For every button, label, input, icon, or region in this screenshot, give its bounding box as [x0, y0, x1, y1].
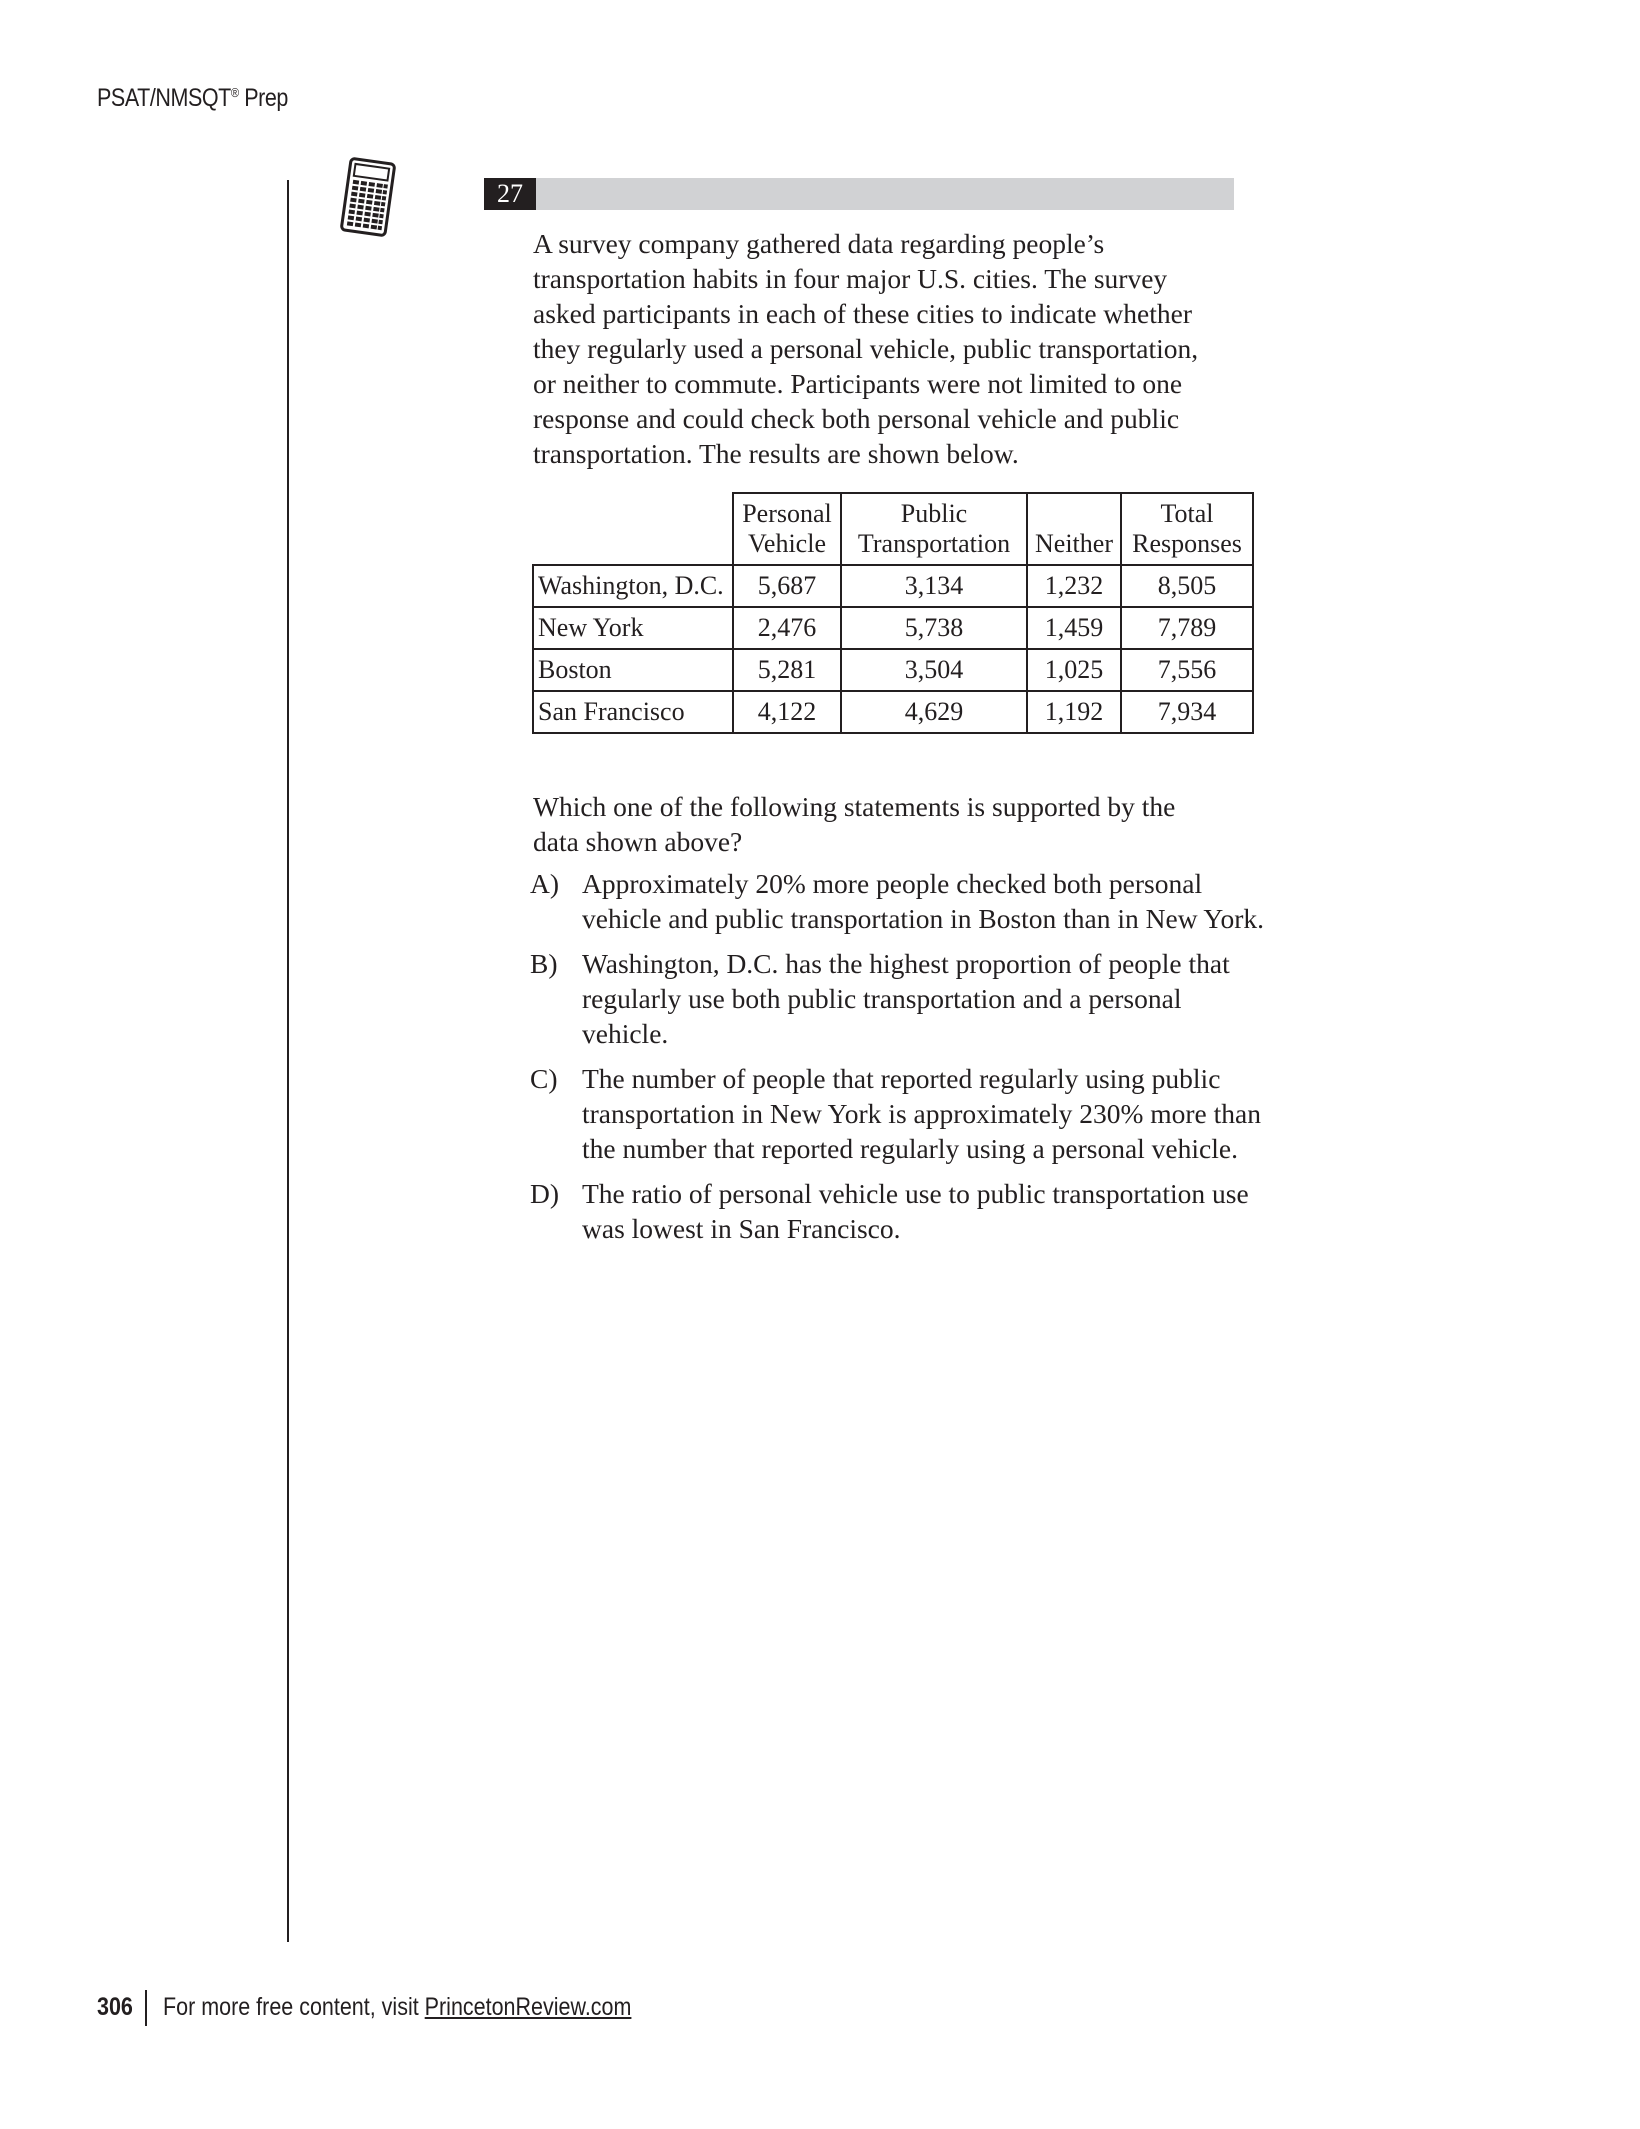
personal-vehicle-cell: 2,476 [733, 607, 841, 649]
header-personal-vehicle: Personal Vehicle [733, 493, 841, 565]
margin-rule [287, 180, 289, 1942]
stem-line: asked participants in each of these cities to indicate whether [533, 298, 1192, 329]
total-responses-cell: 7,789 [1121, 607, 1253, 649]
table-row [533, 565, 1253, 607]
prompt-line: Which one of the following statements is supported by the [533, 791, 1176, 822]
choice-d[interactable] [530, 1176, 1290, 1246]
personal-vehicle-cell: 5,281 [733, 649, 841, 691]
choice-letter: D) [530, 1178, 560, 1209]
choice-text: The ratio of personal vehicle use to public transportation use was lowest in San Francisco. [582, 1178, 1249, 1244]
survey-table [532, 492, 1254, 734]
city-cell: Boston [533, 649, 733, 691]
stem-line: A survey company gathered data regarding people’s [533, 228, 1105, 259]
choice-b[interactable] [530, 946, 1290, 1051]
header-total-responses: Total Responses [1121, 493, 1253, 565]
choice-text: Approximately 20% more people checked both personal vehicle and public transportation in Boston than in New York. [582, 868, 1265, 934]
choice-text: Washington, D.C. has the highest proportion of people that regularly use both public transportation and a personal vehicle. [582, 948, 1230, 1049]
question-bar [484, 178, 1234, 210]
question-stem [533, 226, 1253, 471]
footer-text [163, 1993, 631, 2022]
public-transportation-cell: 5,738 [841, 607, 1027, 649]
footer-divider [145, 1990, 147, 2026]
neither-cell: 1,232 [1027, 565, 1121, 607]
stem-line: transportation. The results are shown below. [533, 438, 1019, 469]
princeton-review-link[interactable]: PrincetonReview.com [424, 1993, 632, 2021]
choice-letter: B) [530, 948, 558, 979]
registered-mark: ® [230, 85, 239, 100]
stem-line: they regularly used a personal vehicle, public transportation, [533, 333, 1199, 364]
stem-line: or neither to commute. Participants were not limited to one [533, 368, 1183, 399]
question-number: 27 [484, 178, 536, 210]
header-neither: Neither [1027, 493, 1121, 565]
public-transportation-cell: 3,504 [841, 649, 1027, 691]
total-responses-cell: 8,505 [1121, 565, 1253, 607]
choice-letter: C) [530, 1063, 558, 1094]
question-prompt [533, 789, 1253, 859]
public-transportation-cell: 3,134 [841, 565, 1027, 607]
neither-cell: 1,459 [1027, 607, 1121, 649]
city-cell: San Francisco [533, 691, 733, 733]
answer-choices [530, 866, 1290, 1256]
total-responses-cell: 7,556 [1121, 649, 1253, 691]
stem-line: transportation habits in four major U.S. cities. The survey [533, 263, 1168, 294]
city-cell: Washington, D.C. [533, 565, 733, 607]
choice-c[interactable] [530, 1061, 1290, 1166]
personal-vehicle-cell: 4,122 [733, 691, 841, 733]
total-responses-cell: 7,934 [1121, 691, 1253, 733]
stem-line: response and could check both personal vehicle and public [533, 403, 1180, 434]
prompt-line: data shown above? [533, 826, 743, 857]
header-suffix: Prep [238, 84, 288, 112]
table-header-row [533, 493, 1253, 565]
table-corner [533, 493, 733, 565]
table-row [533, 649, 1253, 691]
personal-vehicle-cell: 5,687 [733, 565, 841, 607]
neither-cell: 1,192 [1027, 691, 1121, 733]
header-title: PSAT/NMSQT [97, 84, 231, 112]
table-row [533, 691, 1253, 733]
choice-text: The number of people that reported regularly using public transportation in New York is approximately 230% more than the number that reported regularly using a personal vehicle. [582, 1063, 1261, 1164]
public-transportation-cell: 4,629 [841, 691, 1027, 733]
choice-a[interactable] [530, 866, 1290, 936]
choice-letter: A) [530, 868, 560, 899]
running-header [97, 84, 288, 113]
city-cell: New York [533, 607, 733, 649]
footer-message: For more free content, visit [163, 1993, 425, 2021]
header-public-transportation: Public Transportation [841, 493, 1027, 565]
calculator-icon [340, 157, 396, 237]
neither-cell: 1,025 [1027, 649, 1121, 691]
table-row [533, 607, 1253, 649]
page-number: 306 [97, 1993, 133, 2021]
